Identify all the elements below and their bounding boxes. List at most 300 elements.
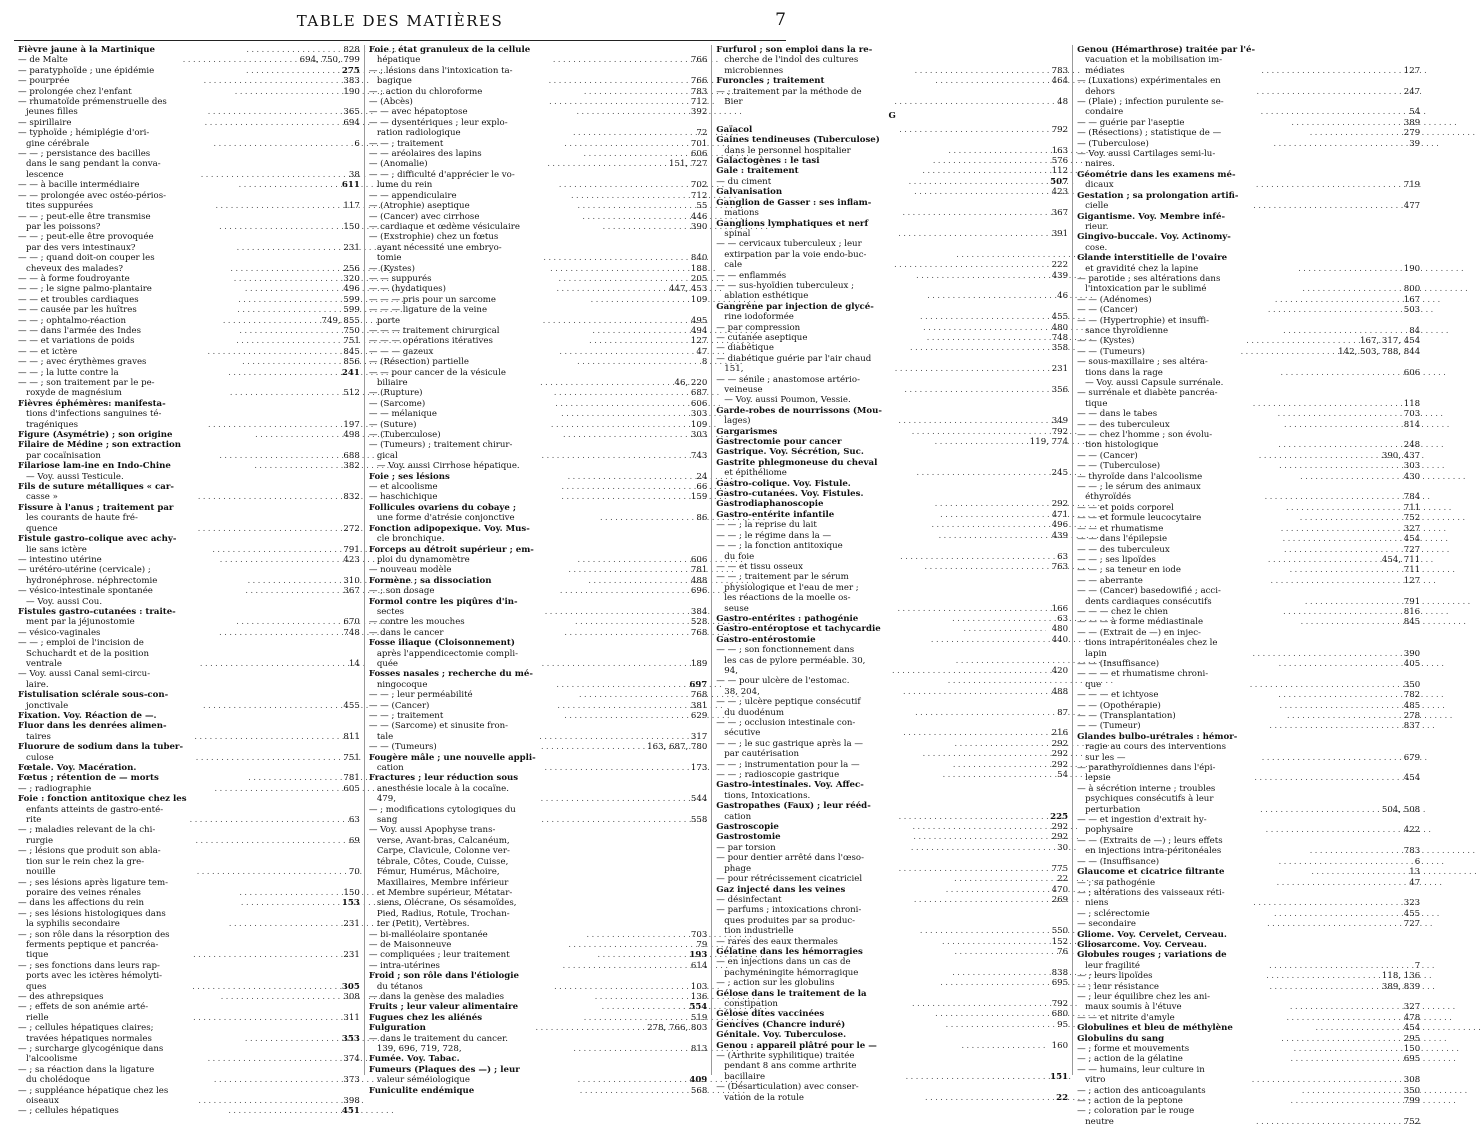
index-entry (18, 524, 360, 534)
page-reference: 119, 774 (1029, 437, 1069, 448)
page-reference: 295 (1403, 1033, 1421, 1044)
page-reference: 454 (1403, 534, 1421, 545)
leader-dots (230, 388, 338, 398)
index-entry (18, 87, 360, 97)
page-reference: 48 (1057, 97, 1069, 108)
leader-dots (208, 107, 338, 117)
index-entry (716, 531, 1068, 541)
page-reference: 494 (690, 325, 708, 336)
leader-dots (248, 576, 338, 586)
page-reference: 350 (1403, 1085, 1421, 1096)
entry-label: — — (Adénomes) (1077, 294, 1152, 305)
index-entry (18, 555, 360, 565)
page-reference: 845 (343, 346, 360, 357)
entry-label: — (Suture) (368, 419, 417, 430)
leader-dots (911, 843, 1046, 853)
leader-dots (1279, 461, 1398, 471)
page-reference: 292 (1051, 759, 1069, 770)
page-reference: 231 (343, 919, 360, 930)
entry-label: ment par la jéjunostomie (26, 617, 135, 628)
index-entry (1077, 440, 1420, 450)
leader-dots (931, 635, 1046, 645)
page-reference: 748 (343, 627, 360, 638)
entry-label: porte (376, 315, 401, 326)
index-continuation-line: — (Exstrophie) chez un fœtus (368, 232, 499, 243)
index-entry (369, 701, 707, 711)
index-continuation-line: — ; surcharge glycogénique dans (18, 1044, 164, 1054)
page-reference: 701 (690, 138, 708, 149)
entry-label: ration radiologique (376, 128, 461, 139)
entry-label: — — ; sa teneur en iode (1077, 565, 1182, 576)
entry-label: — secondaire (1077, 919, 1136, 930)
index-entry (716, 260, 1068, 270)
leader-dots (203, 701, 338, 711)
page-reference: 127 (1403, 575, 1421, 586)
index-continuation-line: verse, Avant-bras, Calcanéum, (376, 835, 510, 846)
leader-dots (1269, 721, 1398, 731)
index-entry (18, 576, 360, 586)
page-reference: 783 (690, 86, 708, 97)
leader-dots (909, 177, 1046, 187)
index-entry (716, 427, 1068, 437)
index-entry (369, 617, 707, 627)
leader-dots (912, 427, 1046, 437)
page-reference: 159 (690, 492, 708, 503)
page-reference: 838 (1051, 967, 1069, 978)
leader-dots (898, 416, 1046, 426)
entry-label: — — ; la reprise du lait (716, 520, 817, 531)
leader-dots (1286, 1013, 1398, 1023)
leader-dots (564, 711, 685, 721)
index-entry (18, 430, 360, 440)
index-entry (369, 97, 707, 107)
index-entry (18, 451, 360, 461)
entry-label: dents cardiaques consécutifs (1085, 596, 1212, 607)
entry-label: — — causée par les huîtres (18, 305, 137, 316)
page-reference: 488 (690, 575, 708, 586)
entry-label: extirpation par la voie endo-buc- (724, 249, 867, 260)
index-continuation-line: ter (Petit), Vertèbres. (376, 919, 470, 930)
index-continuation-line: Schuchardt et de la position (26, 648, 149, 659)
entry-label: lapin (1085, 648, 1107, 659)
leader-dots (578, 555, 686, 565)
index-entry (18, 659, 360, 669)
leader-dots (588, 576, 685, 586)
page-reference: 748 (1051, 332, 1069, 343)
page-reference: 420 (1051, 665, 1069, 676)
index-entry (716, 1020, 1068, 1030)
page-reference: 512 (343, 388, 360, 399)
index-columns (14, 45, 1421, 1127)
page-reference: 358 (1051, 343, 1069, 354)
page-reference: 231 (343, 950, 360, 961)
leader-dots (1277, 878, 1399, 888)
leader-dots (193, 950, 338, 960)
entry-label: — (Rupture) (368, 388, 423, 399)
index-entry (369, 264, 707, 274)
leader-dots (1301, 617, 1399, 627)
index-continuation-line: — — et ingestion d'extrait hy- (1077, 815, 1207, 826)
page-reference: 118 (1403, 398, 1421, 409)
index-heading-line: Fumeurs (Plaques des —) ; leur (368, 1064, 520, 1075)
page-reference: 63 (1057, 613, 1069, 624)
leader-dots (1252, 649, 1398, 659)
page-reference: 389 (1403, 117, 1421, 128)
page-reference: 84 (1409, 325, 1421, 336)
index-entry (1077, 680, 1420, 690)
leader-dots (219, 222, 338, 232)
page-reference: 423 (343, 554, 360, 565)
index-entry (369, 1044, 707, 1054)
index-continuation-line: ques produites par sa produc- (724, 915, 856, 926)
page-reference: 503 (1403, 305, 1421, 316)
entry-label: — (Anomalie) (368, 159, 428, 170)
index-entry (18, 701, 360, 711)
leader-dots (954, 947, 1046, 957)
index-continuation-line: ragie au cours des interventions (1085, 742, 1226, 753)
leader-dots (254, 461, 337, 471)
page-reference: 384 (690, 606, 708, 617)
leader-dots (1294, 1044, 1399, 1054)
page-reference: 750 (343, 325, 360, 336)
entry-label: — — — à forme médiastinale (1077, 617, 1204, 628)
leader-dots (1284, 420, 1398, 430)
page-reference: 320 (343, 273, 360, 284)
page-reference: 763 (1051, 561, 1069, 572)
page-reference: 317 (690, 731, 708, 742)
page-reference: 24 (696, 471, 708, 482)
leader-dots (903, 687, 1046, 697)
index-entry (369, 1086, 707, 1096)
index-entry (1077, 753, 1420, 763)
page-reference: 310 (343, 575, 360, 586)
entry-label: rurgie (26, 835, 54, 846)
index-entry (716, 187, 1068, 197)
index-continuation-line: — — ; peut-elle être transmise (18, 211, 151, 222)
leader-dots (1268, 305, 1398, 315)
index-column-4 (1072, 45, 1424, 1127)
index-entry (369, 815, 707, 825)
leader-dots (899, 812, 1046, 822)
index-entry (1077, 846, 1420, 856)
leader-dots (183, 55, 298, 65)
index-continuation-line: — — ; quand doit-on couper les (18, 253, 155, 264)
leader-dots (1257, 87, 1399, 97)
leader-dots (584, 1013, 686, 1023)
index-entry (716, 760, 1068, 770)
index-continuation-line: ports avec les ictères hémolyti- (26, 971, 163, 982)
index-continuation-line: cle bronchique. (376, 534, 445, 545)
leader-dots (576, 107, 685, 117)
leader-dots (236, 336, 338, 346)
leader-dots (234, 274, 338, 284)
entry-label: du tétanos (376, 981, 423, 992)
page-reference: 269 (1051, 894, 1069, 905)
index-continuation-line: — — — et rhumatisme chroni- (1077, 669, 1209, 680)
index-continuation-line: — ; ses lésions histologiques dans (18, 908, 166, 919)
leader-dots (916, 271, 1046, 281)
page-reference: 405 (1403, 658, 1421, 669)
entry-label: tale (376, 731, 394, 742)
page-reference: 112 (1051, 166, 1069, 177)
index-continuation-line: — — chez l'homme ; son évolu- (1077, 430, 1213, 441)
page-reference: 278, 766, 803 (647, 1023, 708, 1034)
entry-label: — — avec hépatoptose (368, 107, 468, 118)
entry-label: — par compression (716, 322, 801, 333)
entry-label: mations (724, 208, 759, 219)
index-entry (18, 753, 360, 763)
entry-label: la syphilis secondaire (26, 919, 120, 930)
index-entry (716, 177, 1068, 187)
entry-label: — prolongée chez l'enfant (18, 86, 132, 97)
page-reference: 72 (696, 128, 708, 139)
entry-label: 479, (376, 794, 396, 805)
entry-label: — (Tuberculose) (1077, 138, 1149, 149)
leader-dots (214, 139, 338, 149)
index-entry (1077, 1002, 1420, 1012)
page-reference: 256 (343, 263, 360, 274)
index-entry (369, 982, 707, 992)
index-entry (1077, 857, 1420, 867)
index-entry (716, 822, 1068, 832)
index-continuation-line: les réactions de la moelle os- (724, 593, 851, 604)
index-entry (1077, 1117, 1420, 1127)
entry-label: Gastrectomie pour cancer (716, 437, 842, 448)
page-reference: 247 (1403, 86, 1421, 97)
index-entry (18, 347, 360, 357)
index-entry (18, 950, 360, 960)
entry-label: — ; action du chloroforme (368, 86, 483, 97)
index-entry (18, 586, 360, 596)
page-reference: 47 (696, 346, 708, 357)
leader-dots (545, 607, 686, 617)
index-entry (18, 336, 360, 346)
leader-dots (204, 76, 338, 86)
entry-label: du duodénum (724, 707, 785, 718)
index-continuation-line: — — humains, leur culture in (1077, 1064, 1205, 1075)
index-entry (1077, 409, 1420, 419)
index-continuation-line: — ; modifications cytologiques du (368, 804, 516, 815)
page-reference: 142, 503, 788, 844 (1338, 346, 1421, 357)
entry-label: — nouveau modèle (368, 565, 452, 576)
entry-label: ablation esthétique (724, 291, 809, 302)
index-entry (716, 291, 1068, 301)
index-entry (18, 284, 360, 294)
entry-label: — dans les affections du rein (18, 898, 145, 909)
index-entry (1077, 107, 1420, 117)
index-entry (716, 364, 1068, 374)
leader-dots (1252, 1075, 1398, 1085)
page-reference: 599 (343, 305, 360, 316)
index-entry (18, 815, 360, 825)
index-heading-line: Formol contre les piqûres d'in- (368, 596, 518, 607)
leader-dots (542, 659, 686, 669)
index-entry (369, 555, 707, 565)
leader-dots (1271, 576, 1399, 586)
leader-dots (547, 159, 667, 169)
page-reference: 136 (690, 991, 708, 1002)
index-continuation-line: — — ; ulcère peptique consécutif (716, 697, 861, 708)
page-reference: 22 (1057, 874, 1069, 885)
entry-label: — vésico-intestinale spontanée (18, 586, 153, 597)
leader-dots (1298, 264, 1398, 274)
leader-dots (561, 409, 685, 419)
leader-dots (946, 885, 1046, 895)
leader-dots (223, 316, 320, 326)
index-continuation-line: vacuation et la mobilisation im- (1085, 55, 1223, 66)
leader-dots (579, 690, 685, 700)
entry-label: — — mélanique (368, 409, 437, 420)
index-entry (369, 711, 707, 721)
index-entry (716, 552, 1068, 562)
index-continuation-line: — dans le traitement du cancer. (368, 1033, 508, 1044)
index-continuation-line: après l'appendicectomie compli- (376, 648, 518, 659)
entry-label: — du ciment (716, 176, 772, 187)
leader-dots (255, 430, 338, 440)
index-entry (1077, 118, 1420, 128)
index-continuation-line: et Membre supérieur, Métatar- (376, 887, 513, 898)
entry-label: Galvanisation (716, 187, 783, 198)
index-entry (369, 357, 707, 367)
leader-dots (1268, 555, 1380, 565)
leader-dots (1300, 513, 1398, 523)
index-entry (1077, 659, 1420, 669)
leader-dots (228, 1106, 337, 1116)
page-reference: 496 (1051, 520, 1069, 531)
index-continuation-line: — — (Extrait de —) en injec- (1077, 627, 1201, 638)
leader-dots (539, 732, 685, 742)
entry-label: phage (724, 863, 752, 874)
entry-label: taires (26, 731, 51, 742)
page-reference: 455 (1403, 908, 1421, 919)
index-entry (369, 336, 707, 346)
index-entry (18, 305, 360, 315)
leader-dots (215, 201, 337, 211)
index-continuation-line: — — (Sarcome) et sinusite fron- (368, 721, 509, 732)
index-entry (369, 430, 707, 440)
entry-label: dans le personnel hospitalier (724, 145, 851, 156)
leader-dots (541, 815, 685, 825)
leader-dots (1305, 597, 1398, 607)
index-entry (18, 274, 360, 284)
entry-label: Bier (724, 97, 743, 108)
page-reference: 63 (348, 815, 360, 826)
entry-label: — bi-malléolaire spontanée (368, 929, 488, 940)
page-reference: 703 (1403, 409, 1421, 420)
index-entry (18, 492, 360, 502)
leader-dots (914, 895, 1046, 905)
index-entry (18, 45, 360, 55)
page-reference: 712 (690, 190, 708, 201)
index-entry (369, 316, 707, 326)
index-entry (18, 545, 360, 555)
entry-label: 94, (724, 665, 738, 676)
index-entry (18, 1034, 360, 1044)
index-entry (18, 992, 360, 1002)
entry-label: Filariose lam-ine en Indo-Chine (18, 461, 171, 472)
index-continuation-line: — — dysentériques ; leur explo- (368, 117, 508, 128)
leader-dots (556, 284, 667, 294)
leader-dots (946, 1020, 1046, 1030)
entry-label: — — ; traitement (368, 138, 444, 149)
index-entry (369, 191, 707, 201)
page-reference: 409 (689, 1075, 708, 1086)
leader-dots (229, 919, 338, 929)
entry-label: Figure (Asymétrie) ; son origine (18, 430, 173, 441)
index-entry (18, 982, 360, 992)
index-continuation-line: — ; altérations des vaisseaux réti- (1077, 887, 1225, 898)
index-continuation-line: — (Arthrite syphilitique) traitée (716, 1051, 855, 1061)
leader-dots (536, 1023, 646, 1033)
leader-dots (1311, 867, 1398, 877)
index-entry (1077, 617, 1420, 627)
leader-dots (914, 187, 1046, 197)
entry-label: pophysaire (1085, 825, 1134, 836)
index-entry (1077, 773, 1420, 783)
index-entry (716, 416, 1068, 426)
leader-dots (1279, 701, 1398, 711)
index-entry (18, 388, 360, 398)
index-continuation-line: — (Tumeurs) ; traitement chirur- (368, 440, 513, 451)
page-reference: 225 (1050, 811, 1069, 822)
leader-dots (559, 347, 685, 357)
index-entry (1077, 825, 1420, 835)
entry-label: oiseaux (26, 1096, 59, 1107)
index-entry (18, 243, 360, 253)
index-entry (18, 1106, 360, 1116)
index-continuation-line: — ; lésions dans l'intoxication ta- (368, 65, 513, 76)
entry-label: — — ; avec érythèmes graves (18, 357, 147, 368)
leader-dots (208, 1054, 338, 1064)
entry-label: nouille (26, 867, 56, 878)
page-reference: 614 (690, 960, 708, 971)
entry-label: que (1085, 679, 1102, 690)
page-reference: 440 (1051, 634, 1069, 645)
entry-label: cielle (1085, 201, 1109, 212)
page-reference: 629 (690, 711, 708, 721)
page-reference: 498 (343, 430, 360, 441)
entry-label: Formène ; sa dissociation (368, 575, 492, 586)
index-heading-line: Fosse iliaque (Cloisonnement) (368, 638, 515, 649)
page-reference: 439 (1051, 270, 1069, 281)
index-column-1 (14, 45, 364, 1117)
index-entry (369, 1023, 707, 1033)
index-entry (369, 149, 707, 159)
index-continuation-line: anesthésie locale à la cocaïne. (376, 783, 509, 794)
entry-label: Gastro-entérostomie (716, 634, 816, 645)
index-entry (18, 898, 360, 908)
entry-label: lume du rein (376, 180, 433, 191)
entry-label: — — aréolaires des lapins (368, 149, 482, 160)
index-entry (716, 728, 1068, 738)
index-continuation-line: — — (Extraits de —) ; leurs effets (1077, 835, 1223, 846)
leader-dots (1261, 107, 1399, 117)
page-reference: 86 (696, 513, 708, 524)
page-reference: 775 (1051, 863, 1069, 874)
leader-dots (1291, 1054, 1399, 1064)
entry-label: — — — gazeux (368, 346, 434, 357)
leader-dots (193, 1013, 338, 1023)
index-entry (18, 326, 360, 336)
index-entry (716, 614, 1068, 624)
entry-label: lie sans ictère (26, 544, 87, 555)
index-continuation-line: — — ; difficulté d'apprécier le vo- (368, 169, 515, 180)
entry-label: par les poissons? (26, 221, 101, 232)
entry-label: — — dans le tabes (1077, 409, 1158, 420)
index-entry (369, 513, 707, 523)
index-continuation-line: — typhoïde ; hémiplégie d'ori- (18, 128, 150, 139)
leader-dots (197, 867, 338, 877)
